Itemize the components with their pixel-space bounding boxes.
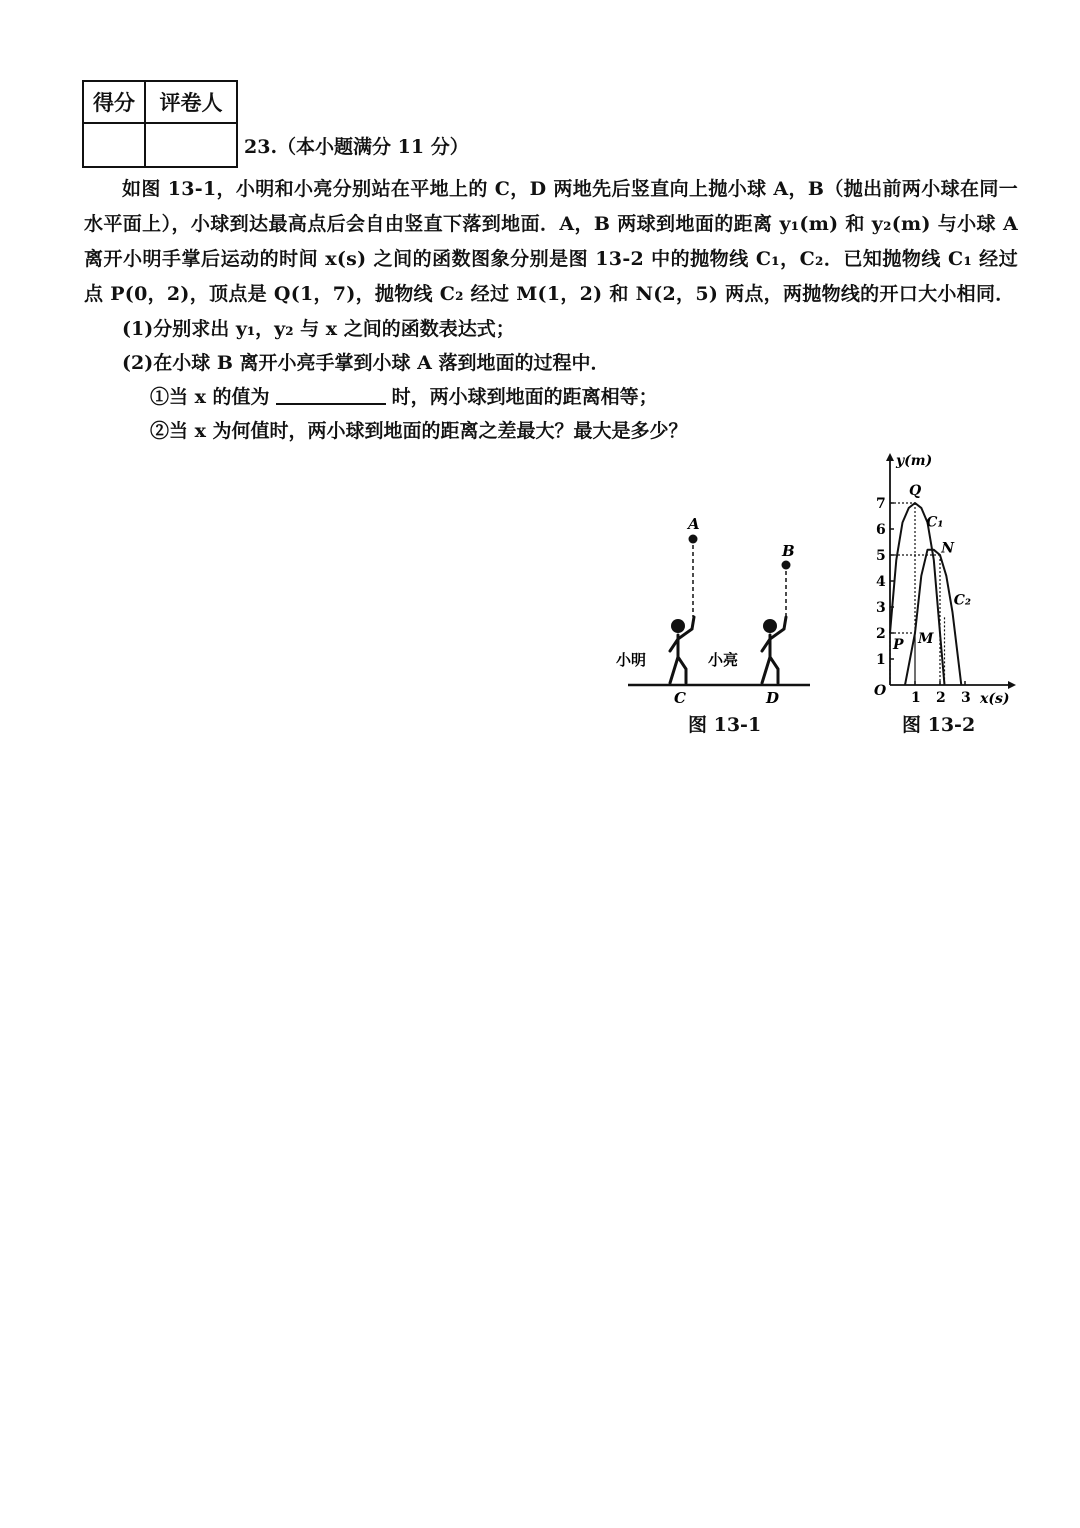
y-tick-label: 4 bbox=[876, 574, 886, 590]
curve-c2-label: C₂ bbox=[953, 592, 972, 609]
y-axis-arrow-icon bbox=[886, 453, 894, 461]
y-tick-label: 6 bbox=[876, 522, 886, 538]
figure-13-1-caption: 图 13-1 bbox=[688, 714, 762, 736]
question-stem: 如图 13-1，小明和小亮分别站在平地上的 C，D 两地先后竖直向上抛小球 A，B（抛出前两小球在同一水平面上），小球到达最高点后会自由竖直下落到地面．A，B 两球到地面的距离 y₁(m) 和 y₂(m) 与小球 A 离开小明手掌后运动的时间 x(s) 之间的函数图象分别是图 13-2 中的抛物线 C₁，C₂．已知抛物线 C₁ 经过点 P(0，2)，顶点是 Q(1，7)，抛物线 C₂ 经过 M(1，2) 和 N(2，5) 两点，两抛物线的开口大小相同． bbox=[84, 178, 1018, 305]
grader-header: 评卷人 bbox=[145, 81, 237, 123]
grader-cell bbox=[145, 123, 237, 167]
x-tick-label: 3 bbox=[961, 690, 971, 705]
figure-13-1 bbox=[610, 505, 815, 705]
y-tick-label: 2 bbox=[876, 626, 886, 642]
ball-a-label: A bbox=[688, 515, 700, 533]
person-xiaoliang-label: 小亮 bbox=[708, 651, 739, 669]
part-2a bbox=[150, 382, 658, 409]
part-2: (2)在小球 B 离开小亮手掌到小球 A 落到地面的过程中． bbox=[122, 352, 610, 374]
score-header: 得分 bbox=[83, 81, 145, 123]
person-xiaoming-label: 小明 bbox=[616, 651, 647, 669]
figure-13-2-caption: 图 13-2 bbox=[902, 714, 976, 736]
y-tick-label: 7 bbox=[876, 496, 886, 512]
answer-blank bbox=[276, 385, 386, 405]
person-xiaoming-figure bbox=[670, 617, 694, 683]
x-tick-label: 2 bbox=[936, 690, 946, 705]
x-tick-label: 1 bbox=[911, 690, 921, 705]
y-tick-label: 3 bbox=[876, 600, 886, 616]
point-p-label: P bbox=[893, 637, 904, 653]
point-n-label: N bbox=[941, 540, 955, 557]
score-table bbox=[82, 80, 238, 168]
ball-a bbox=[689, 535, 698, 544]
point-d-label: D bbox=[766, 689, 780, 705]
part-2b: ②当 x 为何值时，两小球到地面的距离之差最大？最大是多少？ bbox=[150, 420, 688, 442]
question-title: 23.（本小题满分 11 分） bbox=[244, 136, 469, 158]
origin-label: O bbox=[874, 683, 887, 699]
ball-b-label: B bbox=[782, 542, 795, 560]
point-c-label: C bbox=[674, 689, 686, 705]
score-cell bbox=[83, 123, 145, 167]
ball-b bbox=[782, 561, 791, 570]
part-2a-before: ①当 x 的值为 bbox=[150, 386, 270, 408]
x-axis-arrow-icon bbox=[1008, 681, 1016, 689]
y-tick-label: 5 bbox=[876, 548, 886, 564]
y-axis-label: y(m) bbox=[896, 453, 933, 469]
point-m-label: M bbox=[918, 631, 934, 647]
curve-c1-label: C₁ bbox=[926, 514, 944, 531]
y-tick-label: 1 bbox=[876, 652, 886, 668]
part-1: (1)分别求出 y₁，y₂ 与 x 之间的函数表达式； bbox=[122, 318, 515, 340]
figure-13-2-chart bbox=[862, 445, 1020, 705]
x-axis-label: x(s) bbox=[980, 691, 1010, 705]
person-xiaoliang-figure bbox=[762, 617, 786, 683]
part-2a-after: 时，两小球到地面的距离相等； bbox=[391, 386, 658, 408]
point-q-label: Q bbox=[909, 483, 922, 499]
curve-c2 bbox=[905, 550, 961, 685]
